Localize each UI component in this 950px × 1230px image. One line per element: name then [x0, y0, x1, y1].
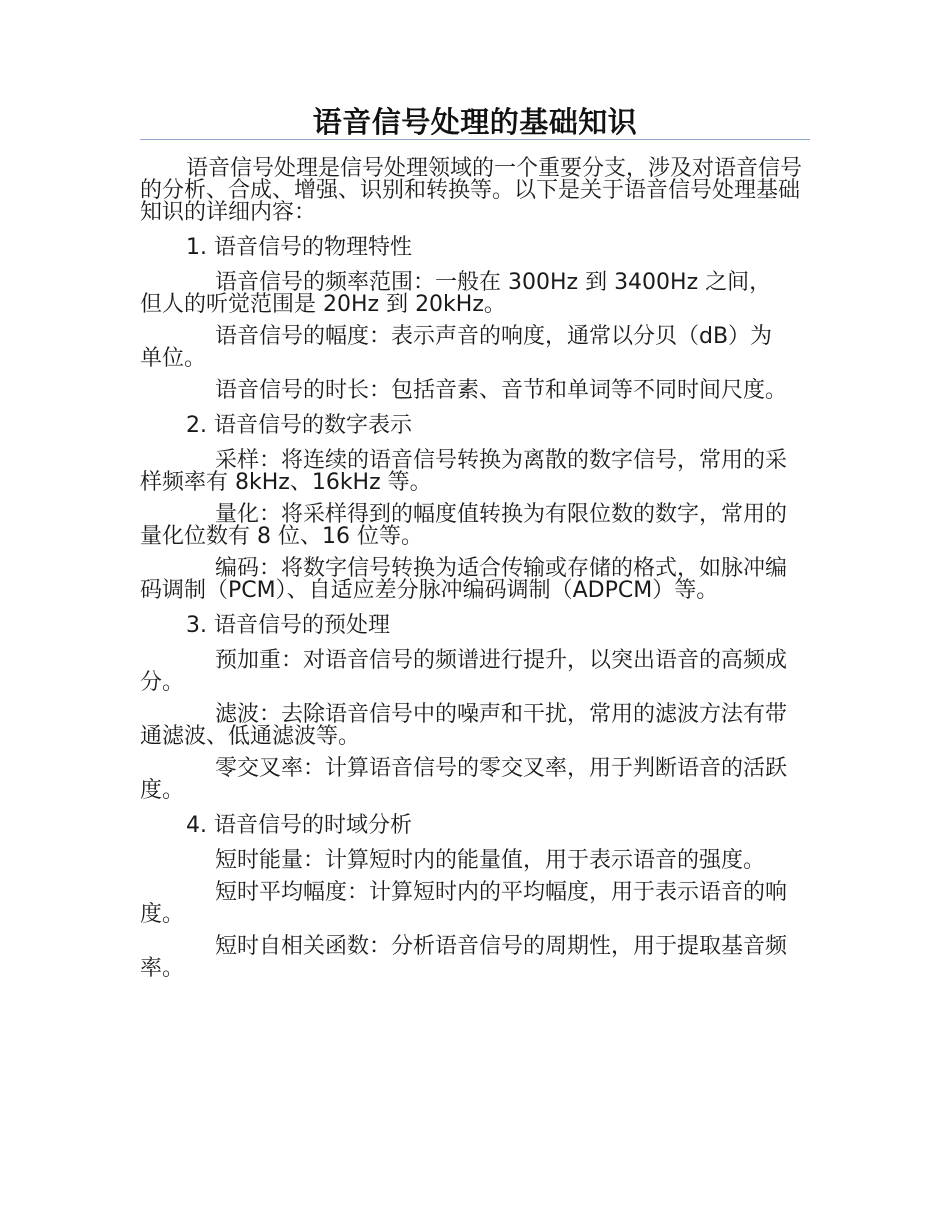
intro-paragraph: 语音信号处理是信号处理领域的一个重要分支，涉及对语音信号的分析、合成、增强、识别和转换等。以下是关于语音信号处理基础知识的详细内容： — [140, 156, 803, 225]
item-encoding: 编码：将数字信号转换为适合传输或存储的格式，如脉冲编码调制（PCM）、自适应差分脉冲编码调制（ADPCM）等。 — [140, 556, 788, 603]
section-heading-preprocessing: 3. 语音信号的预处理 — [186, 613, 390, 638]
item-duration: 语音信号的时长：包括音素、音节和单词等不同时间尺度。 — [215, 378, 788, 403]
item-short-time-energy: 短时能量：计算短时内的能量值，用于表示语音的强度。 — [215, 848, 766, 873]
item-quantization: 量化：将采样得到的幅度值转换为有限位数的数字，常用的量化位数有 8 位、16 位等。 — [140, 502, 788, 549]
item-pre-emphasis: 预加重：对语音信号的频谱进行提升，以突出语音的高频成分。 — [140, 648, 788, 695]
item-sampling: 采样：将连续的语音信号转换为离散的数字信号，常用的采样频率有 8kHz、16kHz 等。 — [140, 448, 788, 495]
item-filtering: 滤波：去除语音信号中的噪声和干扰，常用的滤波方法有带通滤波、低通滤波等。 — [140, 702, 788, 749]
item-zero-crossing: 零交叉率：计算语音信号的零交叉率，用于判断语音的活跃度。 — [140, 756, 788, 803]
item-frequency-range: 语音信号的频率范围：一般在 300Hz 到 3400Hz 之间，但人的听觉范围是 20Hz 到 20kHz。 — [140, 270, 772, 317]
section-heading-physical: 1. 语音信号的物理特性 — [186, 235, 412, 260]
document-body — [140, 158, 810, 990]
section-heading-digital: 2. 语音信号的数字表示 — [186, 413, 412, 438]
item-autocorrelation: 短时自相关函数：分析语音信号的周期性，用于提取基音频率。 — [140, 934, 788, 981]
section-heading-time-domain: 4. 语音信号的时域分析 — [186, 813, 412, 838]
item-short-time-amplitude: 短时平均幅度：计算短时内的平均幅度，用于表示语音的响度。 — [140, 880, 788, 927]
title-underline — [140, 139, 810, 140]
document-title: 语音信号处理的基础知识 — [312, 105, 638, 139]
item-amplitude: 语音信号的幅度：表示声音的响度，通常以分贝（dB）为单位。 — [140, 324, 773, 371]
